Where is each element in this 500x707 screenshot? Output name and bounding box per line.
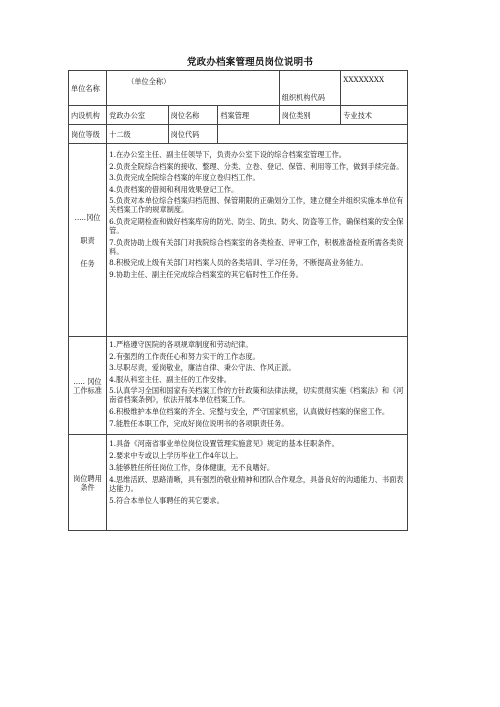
position-name-value: 档案管理	[218, 106, 279, 125]
qualification-item: 2.要求中专或以上学历毕业工作4年以上。	[109, 451, 243, 460]
standard-item: 4.服从科室主任、副主任的工作安排。	[109, 374, 231, 384]
standard-item: 7.能胜任本职工作，完成好岗位说明书的各项职责任务。	[109, 418, 289, 428]
qualifications-label	[69, 435, 107, 531]
duty-item: 2.负责全院综合档案的接收、整理、分类、立卷、登记、保管、利用等工作，做到手续完备。	[109, 161, 404, 171]
standard-item: 3.尽职尽责，爱岗敬业，廉洁自律、秉公守法、作风正派。	[109, 363, 296, 373]
org-row	[69, 106, 408, 125]
org-code-label: 组织机构代码	[279, 71, 340, 106]
unit-row	[69, 71, 408, 106]
standards-row	[69, 337, 408, 435]
qualifications-label-line2: 条件	[80, 482, 95, 492]
qualifications-label-line1: 岗位聘用	[73, 473, 102, 483]
level-row	[69, 125, 408, 144]
internal-org-value: 党政办公室	[107, 106, 168, 125]
org-code-value: XXXXXXXX	[341, 71, 408, 106]
standard-item: 1.严格遵守医院的各项规章制度和劳动纪律。	[109, 340, 253, 349]
position-description-table	[68, 70, 408, 531]
qualification-item: 1.具备《河南省事业单位岗位设置管理实施意见》规定的基本任职条件。	[109, 439, 339, 448]
duty-item: 5.负责对本单位综合档案归档范围、保管期限的正确划分工作，建立健全并组织实施本单位有关档案工作的规章制度。	[109, 196, 404, 215]
qualification-item: 5.符合本单位人事聘任的其它要求。	[109, 496, 224, 505]
qualifications-content	[107, 435, 408, 531]
unit-name-label: 单位名称	[69, 71, 107, 106]
internal-org-label: 内设机构	[69, 106, 107, 125]
duty-item: 6.负责定期检查和做好档案库房的防光、防尘、防虫、防火、防盗等工作，确保档案的安全保管。	[109, 216, 404, 235]
duties-label-line2: 职责	[80, 235, 95, 245]
standard-item: 5.认真学习全国和国家有关档案工作的方针政策和法律法规，切实贯彻实施《档案法》和《河南省档案条例》，依法开展本单位档案工作。	[109, 386, 404, 405]
qualification-item: 4.思维活跃、思路清晰，具有强烈的敬业精神和团队合作观念，具备良好的沟通能力、书面表达能力。	[109, 475, 404, 493]
duties-content	[107, 144, 408, 337]
duty-item: 8.积极完成上级有关部门对档案人员的各类培训、学习任务，不断提高业务能力。	[109, 258, 368, 268]
standard-item: 6.积极维护本单位档案的齐全、完整与安全，严守国家机密，认真做好档案的保密工作。	[109, 406, 390, 416]
qualification-item: 3.能够胜任所任岗位工作，身体健康，无不良嗜好。	[109, 463, 275, 472]
position-code-value	[218, 125, 408, 144]
duties-row	[69, 144, 408, 337]
position-level-label: 岗位等级	[69, 125, 107, 144]
position-category-value: 专业技术	[341, 106, 408, 125]
standard-item: 2.有强烈的工作责任心和努力实干的工作态度。	[109, 351, 260, 361]
standards-label	[69, 337, 107, 435]
position-code-label: 岗位代码	[168, 125, 218, 144]
duties-label-line3: 任务	[80, 258, 95, 268]
duty-item: 9.协助主任、副主任完成综合档案室的其它临时性工作任务。	[109, 269, 303, 279]
duties-label-line1: .....冈位	[74, 212, 101, 222]
position-level-value: 十二级	[107, 125, 168, 144]
duties-label	[69, 144, 107, 337]
position-category-label: 岗位类别	[279, 106, 340, 125]
duty-item: 1.在办公室主任、副主任领导下，负责办公室下设的综合档案室管理工作。	[109, 150, 346, 159]
qualifications-row	[69, 435, 408, 531]
document-title: 党政办档案管理员岗位说明书	[186, 57, 314, 68]
standards-content	[107, 337, 408, 435]
duty-item: 7.负责协助上级有关部门对我院综合档案室的各类检查、评审工作，积极准备检查所需各类资料。	[109, 237, 404, 256]
unit-name-value: （单位全称）	[107, 71, 280, 106]
duty-item: 3.负责完成全院综合档案的年度立卷归档工作。	[109, 173, 260, 183]
duty-item: 4.负责档案的借阅和利用效果登记工作。	[109, 184, 239, 194]
position-name-label: 岗位名称	[168, 106, 218, 125]
standards-label-line2: 工作标准	[73, 385, 102, 395]
standards-label-line1: ..... 冈位	[73, 376, 102, 386]
